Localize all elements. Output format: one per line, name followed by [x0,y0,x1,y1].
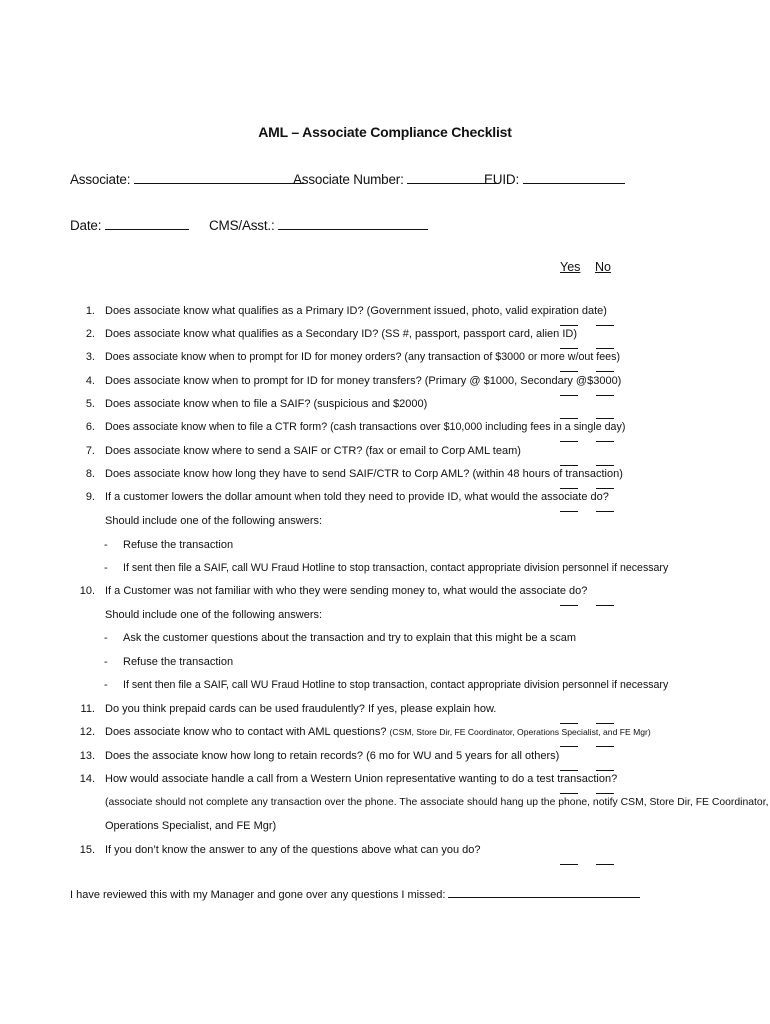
no-column-header: No [595,260,611,274]
no-answer-blank[interactable] [596,433,614,445]
question-text: Does associate know what qualifies as a Primary ID? (Government issued, photo, valid expiration date) [105,305,607,317]
question-text: Do you think prepaid cards can be used fraudulently? If yes, please explain how. [105,703,497,715]
yes-answer-blank[interactable] [560,387,578,399]
answer-guidance: (associate should not complete any transaction over the phone. The associate should hang up the phone, notify CSM, Store Dir, FE Coordinator, [105,797,769,808]
answer-intro: Should include one of the following answers: [105,515,323,527]
review-signature-line[interactable] [448,886,640,898]
question-number: 7. [85,445,95,457]
bullet-marker: - [104,562,108,574]
no-answer-blank[interactable] [596,363,614,375]
answer-bullet: If sent then file a SAIF, call WU Fraud Hotline to stop transaction, contact appropriate division personnel if necessary [123,562,669,574]
no-answer-blank[interactable] [596,317,614,329]
question-number: 5. [85,398,95,410]
question-number: 11. [80,703,95,715]
question-text: Does the associate know how long to retain records? (6 mo for WU and 5 years for all others) [105,750,560,762]
yes-answer-blank[interactable] [560,785,578,797]
question-number: 12. [79,726,95,738]
associate-field [70,170,304,187]
question-number: 2. [85,328,95,340]
no-answer-blank[interactable] [596,597,614,609]
question-number: 14. [79,773,95,785]
question-number: 6. [85,421,95,433]
date-field [70,216,189,233]
question-small-text: (CSM, Store Dir, FE Coordinator, Operations Specialist, and FE Mgr) [389,727,651,737]
yes-answer-blank[interactable] [560,856,578,868]
euid-field [484,170,625,187]
answer-bullet: Ask the customer questions about the transaction and try to explain that this might be a scam [123,632,577,644]
bullet-marker: - [104,679,108,691]
no-answer-blank[interactable] [596,738,614,750]
answer-bullet: Refuse the transaction [123,539,234,551]
review-statement-text: I have reviewed this with my Manager and gone over any questions I missed: [70,889,446,901]
date-input-line[interactable] [105,216,189,230]
euid-label: EUID: [484,172,520,187]
cms-field [209,216,428,233]
yes-answer-blank[interactable] [560,738,578,750]
yes-answer-blank[interactable] [560,433,578,445]
question-text: Does associate know when to prompt for ID for money transfers? (Primary @ $1000, Secondary @$3000) [105,375,622,387]
yes-answer-blank[interactable] [560,503,578,515]
question-number: 15. [79,844,95,856]
question-number: 8. [85,468,95,480]
no-answer-blank[interactable] [596,856,614,868]
yes-column-header: Yes [560,260,581,274]
associate-label: Associate: [70,172,131,187]
bullet-marker: - [104,656,108,668]
associate-number-label: Associate Number: [293,172,404,187]
answer-guidance: Operations Specialist, and FE Mgr) [105,820,277,832]
question-text [105,726,651,738]
question-number: 1. [85,305,95,317]
date-label: Date: [70,218,102,233]
question-text: Does associate know what qualifies as a Secondary ID? (SS #, passport, passport card, alien ID) [105,328,578,340]
bullet-marker: - [104,539,108,551]
question-number: 4. [85,375,95,387]
question-text: Does associate know when to prompt for ID for money orders? (any transaction of $3000 or more w/out fees) [105,351,621,363]
associate-input-line[interactable] [134,170,304,184]
question-text: If a customer lowers the dollar amount when told they need to provide ID, what would the associate do? [105,491,609,503]
answer-bullet: Refuse the transaction [123,656,234,668]
question-number: 13. [79,750,95,762]
question-text: Does associate know how long they have to send SAIF/CTR to Corp AML? (within 48 hours of transaction) [105,468,623,480]
question-number: 10. [79,585,95,597]
question-text: If a Customer was not familiar with who they were sending money to, what would the associate do? [105,585,588,597]
question-number: 3. [85,351,95,363]
answer-intro: Should include one of the following answers: [105,609,323,621]
no-answer-blank[interactable] [596,503,614,515]
no-answer-blank[interactable] [596,387,614,399]
question-text: Does associate know where to send a SAIF or CTR? (fax or email to Corp AML team) [105,445,521,457]
question-text: Does associate know when to file a CTR form? (cash transactions over $10,000 including fees in a single day) [105,421,626,433]
question-text: If you don’t know the answer to any of the questions above what can you do? [105,844,481,856]
no-answer-blank[interactable] [596,785,614,797]
yes-answer-blank[interactable] [560,597,578,609]
euid-input-line[interactable] [523,170,625,184]
review-statement [70,886,640,901]
cms-label: CMS/Asst.: [209,218,275,233]
bullet-marker: - [104,632,108,644]
yes-answer-blank[interactable] [560,363,578,375]
associate-number-field [293,170,499,187]
page-title: AML – Associate Compliance Checklist [258,124,512,140]
answer-bullet: If sent then file a SAIF, call WU Fraud Hotline to stop transaction, contact appropriate division personnel if necessary [123,679,669,691]
question-text: Does associate know when to file a SAIF? (suspicious and $2000) [105,398,428,410]
question-text: How would associate handle a call from a Western Union representative wanting to do a test transaction? [105,773,618,785]
cms-input-line[interactable] [278,216,428,230]
question-number: 9. [85,491,95,503]
question-main-text: Does associate know who to contact with AML questions? [105,726,387,738]
